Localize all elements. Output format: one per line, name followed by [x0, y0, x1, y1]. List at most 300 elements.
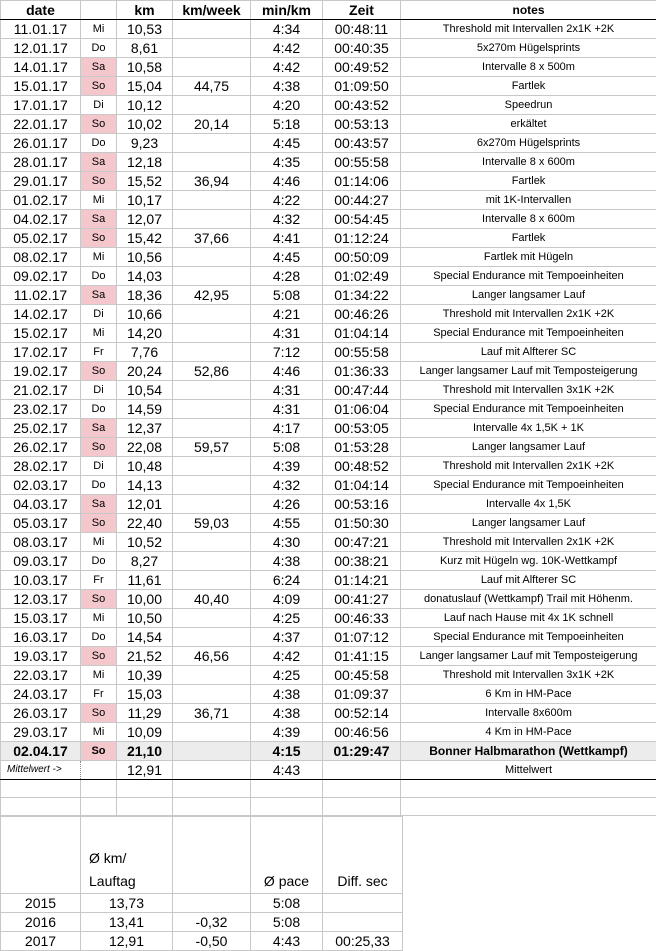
km-cell[interactable]: 15,04	[117, 77, 173, 96]
km-week-cell[interactable]	[173, 533, 251, 552]
weekday-cell[interactable]: Mi	[81, 723, 117, 742]
pace-cell[interactable]: 4:42	[251, 39, 323, 58]
notes-cell[interactable]: Threshold mit Intervallen 2x1K +2K	[401, 533, 656, 552]
km-week-cell[interactable]	[173, 39, 251, 58]
empty-cell[interactable]	[117, 780, 173, 798]
pace-cell[interactable]: 6:24	[251, 571, 323, 590]
pace-cell[interactable]: 4:42	[251, 647, 323, 666]
zeit-cell[interactable]: 00:55:58	[323, 343, 401, 362]
km-cell[interactable]: 9,23	[117, 134, 173, 153]
weekday-cell[interactable]: Sa	[81, 286, 117, 305]
km-cell[interactable]: 10,52	[117, 533, 173, 552]
notes-cell[interactable]: Special Endurance mit Tempoeinheiten	[401, 400, 656, 419]
pace-cell[interactable]: 4:32	[251, 476, 323, 495]
km-week-cell[interactable]	[173, 761, 251, 780]
weekday-cell[interactable]: Mi	[81, 248, 117, 267]
empty-cell[interactable]	[401, 780, 656, 798]
zeit-cell[interactable]: 01:14:21	[323, 571, 401, 590]
notes-cell[interactable]: Intervalle 4x 1,5K + 1K	[401, 419, 656, 438]
weekday-cell[interactable]: So	[81, 742, 117, 761]
km-cell[interactable]: 12,37	[117, 419, 173, 438]
weekday-cell[interactable]: So	[81, 77, 117, 96]
weekday-cell[interactable]: Mi	[81, 324, 117, 343]
km-week-cell[interactable]	[173, 495, 251, 514]
notes-cell[interactable]: Threshold mit Intervallen 3x1K +2K	[401, 381, 656, 400]
km-week-cell[interactable]	[173, 419, 251, 438]
zeit-cell[interactable]: 01:36:33	[323, 362, 401, 381]
pace-cell[interactable]: 4:42	[251, 58, 323, 77]
notes-cell[interactable]: 6 Km in HM-Pace	[401, 685, 656, 704]
km-cell[interactable]: 21,10	[117, 742, 173, 761]
km-week-cell[interactable]	[173, 248, 251, 267]
km-week-cell[interactable]	[173, 58, 251, 77]
zeit-cell[interactable]: 00:41:27	[323, 590, 401, 609]
km-week-cell[interactable]: 36,71	[173, 704, 251, 723]
km-cell[interactable]: 22,08	[117, 438, 173, 457]
weekday-cell[interactable]: Fr	[81, 343, 117, 362]
notes-cell[interactable]: Special Endurance mit Tempoeinheiten	[401, 324, 656, 343]
notes-cell[interactable]: 5x270m Hügelsprints	[401, 39, 656, 58]
weekday-cell[interactable]: Sa	[81, 210, 117, 229]
pace-cell[interactable]: 4:32	[251, 210, 323, 229]
empty-cell[interactable]	[401, 798, 656, 816]
date-cell[interactable]: 09.03.17	[1, 552, 81, 571]
pace-cell[interactable]: 4:38	[251, 685, 323, 704]
km-week-cell[interactable]	[173, 20, 251, 39]
zeit-cell[interactable]: 00:38:21	[323, 552, 401, 571]
pace-cell[interactable]: 4:26	[251, 495, 323, 514]
weekday-cell[interactable]: Mi	[81, 20, 117, 39]
km-cell[interactable]: 10,66	[117, 305, 173, 324]
zeit-cell[interactable]: 00:53:13	[323, 115, 401, 134]
pace-cell[interactable]: 4:17	[251, 419, 323, 438]
date-cell[interactable]: 15.02.17	[1, 324, 81, 343]
zeit-cell[interactable]: 00:46:26	[323, 305, 401, 324]
pace-cell[interactable]: 4:31	[251, 400, 323, 419]
summary-year[interactable]: 2017	[1, 932, 81, 951]
date-cell[interactable]: 22.01.17	[1, 115, 81, 134]
summary-diff-sec[interactable]	[323, 913, 403, 932]
weekday-cell[interactable]: Sa	[81, 495, 117, 514]
date-cell[interactable]: 11.01.17	[1, 20, 81, 39]
date-cell[interactable]: 05.03.17	[1, 514, 81, 533]
km-cell[interactable]: 8,61	[117, 39, 173, 58]
pace-cell[interactable]: 4:55	[251, 514, 323, 533]
empty-cell[interactable]	[1, 798, 81, 816]
zeit-cell[interactable]: 01:09:50	[323, 77, 401, 96]
pace-cell[interactable]: 4:34	[251, 20, 323, 39]
weekday-cell[interactable]: Mi	[81, 533, 117, 552]
km-week-cell[interactable]	[173, 457, 251, 476]
notes-cell[interactable]: Langer langsamer Lauf mit Temposteigerung	[401, 647, 656, 666]
zeit-cell[interactable]: 00:46:33	[323, 609, 401, 628]
km-week-cell[interactable]	[173, 191, 251, 210]
zeit-cell[interactable]: 00:47:21	[323, 533, 401, 552]
date-cell[interactable]: 08.02.17	[1, 248, 81, 267]
notes-cell[interactable]: Lauf nach Hause mit 4x 1K schnell	[401, 609, 656, 628]
weekday-cell[interactable]: So	[81, 172, 117, 191]
zeit-cell[interactable]: 00:55:58	[323, 153, 401, 172]
km-week-cell[interactable]	[173, 685, 251, 704]
date-cell[interactable]: 14.01.17	[1, 58, 81, 77]
date-cell[interactable]: 12.01.17	[1, 39, 81, 58]
notes-cell[interactable]: erkältet	[401, 115, 656, 134]
date-cell[interactable]: 25.02.17	[1, 419, 81, 438]
zeit-cell[interactable]: 00:46:56	[323, 723, 401, 742]
km-week-cell[interactable]: 44,75	[173, 77, 251, 96]
notes-cell[interactable]: Fartlek	[401, 77, 656, 96]
km-week-cell[interactable]	[173, 210, 251, 229]
pace-cell[interactable]: 4:22	[251, 191, 323, 210]
pace-cell[interactable]: 4:41	[251, 229, 323, 248]
average-notes[interactable]: Mittelwert	[401, 761, 656, 780]
pace-cell[interactable]: 4:30	[251, 533, 323, 552]
km-week-cell[interactable]: 42,95	[173, 286, 251, 305]
summary-year[interactable]: 2016	[1, 913, 81, 932]
summary-km-diff[interactable]: -0,32	[173, 913, 251, 932]
km-week-cell[interactable]	[173, 134, 251, 153]
km-week-cell[interactable]	[173, 476, 251, 495]
weekday-cell[interactable]: Mi	[81, 609, 117, 628]
notes-cell[interactable]: Threshold mit Intervallen 3x1K +2K	[401, 666, 656, 685]
notes-cell[interactable]: Lauf mit Alfterer SC	[401, 571, 656, 590]
date-cell[interactable]: 22.03.17	[1, 666, 81, 685]
zeit-cell[interactable]: 00:50:09	[323, 248, 401, 267]
average-label[interactable]: Mittelwert ->	[1, 761, 81, 780]
km-cell[interactable]: 10,39	[117, 666, 173, 685]
date-cell[interactable]: 17.01.17	[1, 96, 81, 115]
notes-cell[interactable]: Threshold mit Intervallen 2x1K +2K	[401, 305, 656, 324]
km-week-cell[interactable]	[173, 400, 251, 419]
km-week-cell[interactable]	[173, 609, 251, 628]
km-week-cell[interactable]	[173, 381, 251, 400]
km-cell[interactable]: 15,42	[117, 229, 173, 248]
notes-cell[interactable]: Intervalle 8 x 500m	[401, 58, 656, 77]
zeit-cell[interactable]: 01:29:47	[323, 742, 401, 761]
pace-cell[interactable]: 4:39	[251, 457, 323, 476]
km-cell[interactable]: 10,02	[117, 115, 173, 134]
date-cell[interactable]: 26.02.17	[1, 438, 81, 457]
km-cell[interactable]: 10,00	[117, 590, 173, 609]
weekday-cell[interactable]: Fr	[81, 685, 117, 704]
header-km-week[interactable]: km/week	[173, 1, 251, 20]
zeit-cell[interactable]: 00:45:58	[323, 666, 401, 685]
km-cell[interactable]: 14,03	[117, 267, 173, 286]
header-km[interactable]: km	[117, 1, 173, 20]
header-date[interactable]: date	[1, 1, 81, 20]
header-pace[interactable]: min/km	[251, 1, 323, 20]
date-cell[interactable]: 04.03.17	[1, 495, 81, 514]
zeit-cell[interactable]: 01:04:14	[323, 476, 401, 495]
km-week-cell[interactable]	[173, 343, 251, 362]
km-week-cell[interactable]	[173, 305, 251, 324]
date-cell[interactable]: 21.02.17	[1, 381, 81, 400]
km-cell[interactable]: 11,61	[117, 571, 173, 590]
date-cell[interactable]: 14.02.17	[1, 305, 81, 324]
km-cell[interactable]: 10,53	[117, 20, 173, 39]
empty-cell[interactable]	[1, 780, 81, 798]
date-cell[interactable]: 10.03.17	[1, 571, 81, 590]
summary-km-day[interactable]: 13,73	[81, 894, 173, 913]
weekday-cell[interactable]: Do	[81, 552, 117, 571]
weekday-cell[interactable]: Sa	[81, 419, 117, 438]
weekday-cell[interactable]: Sa	[81, 153, 117, 172]
date-cell[interactable]: 17.02.17	[1, 343, 81, 362]
summary-pace[interactable]: 5:08	[251, 913, 323, 932]
weekday-cell[interactable]: Do	[81, 628, 117, 647]
pace-cell[interactable]: 4:09	[251, 590, 323, 609]
notes-cell[interactable]: Kurz mit Hügeln wg. 10K-Wettkampf	[401, 552, 656, 571]
date-cell[interactable]: 29.01.17	[1, 172, 81, 191]
summary-km-day[interactable]: 13,41	[81, 913, 173, 932]
pace-cell[interactable]: 4:38	[251, 77, 323, 96]
summary-pace[interactable]: 5:08	[251, 894, 323, 913]
summary-cell[interactable]	[1, 817, 81, 894]
empty-cell[interactable]	[173, 780, 251, 798]
zeit-cell[interactable]: 00:47:44	[323, 381, 401, 400]
pace-cell[interactable]: 4:37	[251, 628, 323, 647]
km-cell[interactable]: 8,27	[117, 552, 173, 571]
date-cell[interactable]: 02.03.17	[1, 476, 81, 495]
weekday-cell[interactable]: Do	[81, 400, 117, 419]
weekday-cell[interactable]: So	[81, 229, 117, 248]
notes-cell[interactable]: Langer langsamer Lauf	[401, 438, 656, 457]
notes-cell[interactable]: Special Endurance mit Tempoeinheiten	[401, 476, 656, 495]
zeit-cell[interactable]: 00:48:52	[323, 457, 401, 476]
empty-cell[interactable]	[173, 798, 251, 816]
km-week-cell[interactable]: 37,66	[173, 229, 251, 248]
weekday-cell[interactable]: Di	[81, 457, 117, 476]
weekday-cell[interactable]: Mi	[81, 191, 117, 210]
km-cell[interactable]: 12,01	[117, 495, 173, 514]
km-cell[interactable]: 14,54	[117, 628, 173, 647]
date-cell[interactable]: 05.02.17	[1, 229, 81, 248]
km-week-cell[interactable]: 59,03	[173, 514, 251, 533]
empty-cell[interactable]	[81, 798, 117, 816]
pace-cell[interactable]: 4:15	[251, 742, 323, 761]
zeit-cell[interactable]: 00:43:52	[323, 96, 401, 115]
weekday-cell[interactable]: Di	[81, 381, 117, 400]
km-cell[interactable]: 10,56	[117, 248, 173, 267]
date-cell[interactable]: 19.02.17	[1, 362, 81, 381]
summary-km-day[interactable]: 12,91	[81, 932, 173, 951]
pace-cell[interactable]: 5:18	[251, 115, 323, 134]
date-cell[interactable]: 23.02.17	[1, 400, 81, 419]
notes-cell[interactable]: Special Endurance mit Tempoeinheiten	[401, 628, 656, 647]
pace-cell[interactable]: 4:20	[251, 96, 323, 115]
weekday-cell[interactable]: Mi	[81, 666, 117, 685]
notes-cell[interactable]: Lauf mit Alfterer SC	[401, 343, 656, 362]
weekday-cell[interactable]: So	[81, 438, 117, 457]
empty-cell[interactable]	[323, 780, 401, 798]
zeit-cell[interactable]: 00:43:57	[323, 134, 401, 153]
summary-header-km-day[interactable]	[81, 817, 173, 894]
weekday-cell[interactable]: So	[81, 647, 117, 666]
zeit-cell[interactable]: 01:04:14	[323, 324, 401, 343]
date-cell[interactable]: 19.03.17	[1, 647, 81, 666]
date-cell[interactable]: 02.04.17	[1, 742, 81, 761]
pace-cell[interactable]: 4:45	[251, 248, 323, 267]
weekday-cell[interactable]: So	[81, 514, 117, 533]
weekday-cell[interactable]	[81, 761, 117, 780]
km-week-cell[interactable]: 59,57	[173, 438, 251, 457]
summary-pace[interactable]: 4:43	[251, 932, 323, 951]
km-week-cell[interactable]	[173, 153, 251, 172]
notes-cell[interactable]: Fartlek	[401, 172, 656, 191]
km-cell[interactable]: 14,59	[117, 400, 173, 419]
km-cell[interactable]: 12,18	[117, 153, 173, 172]
pace-cell[interactable]: 4:35	[251, 153, 323, 172]
notes-cell[interactable]: 6x270m Hügelsprints	[401, 134, 656, 153]
km-week-cell[interactable]	[173, 666, 251, 685]
zeit-cell[interactable]	[323, 761, 401, 780]
date-cell[interactable]: 04.02.17	[1, 210, 81, 229]
zeit-cell[interactable]: 01:07:12	[323, 628, 401, 647]
pace-cell[interactable]: 4:38	[251, 552, 323, 571]
pace-cell[interactable]: 4:45	[251, 134, 323, 153]
km-cell[interactable]: 14,20	[117, 324, 173, 343]
date-cell[interactable]: 26.03.17	[1, 704, 81, 723]
zeit-cell[interactable]: 00:49:52	[323, 58, 401, 77]
pace-cell[interactable]: 4:21	[251, 305, 323, 324]
notes-cell[interactable]: Intervalle 8 x 600m	[401, 210, 656, 229]
notes-cell[interactable]: Fartlek	[401, 229, 656, 248]
notes-cell[interactable]: Threshold mit Intervallen 2x1K +2K	[401, 457, 656, 476]
weekday-cell[interactable]: So	[81, 362, 117, 381]
date-cell[interactable]: 12.03.17	[1, 590, 81, 609]
date-cell[interactable]: 09.02.17	[1, 267, 81, 286]
km-cell[interactable]: 12,07	[117, 210, 173, 229]
pace-cell[interactable]: 4:31	[251, 381, 323, 400]
zeit-cell[interactable]: 01:53:28	[323, 438, 401, 457]
zeit-cell[interactable]: 01:02:49	[323, 267, 401, 286]
weekday-cell[interactable]: Do	[81, 134, 117, 153]
km-cell[interactable]: 10,12	[117, 96, 173, 115]
header-zeit[interactable]: Zeit	[323, 1, 401, 20]
empty-cell[interactable]	[117, 798, 173, 816]
km-week-cell[interactable]	[173, 742, 251, 761]
km-week-cell[interactable]	[173, 324, 251, 343]
date-cell[interactable]: 01.02.17	[1, 191, 81, 210]
date-cell[interactable]: 11.02.17	[1, 286, 81, 305]
zeit-cell[interactable]: 01:06:04	[323, 400, 401, 419]
header-notes[interactable]: notes	[401, 1, 656, 20]
zeit-cell[interactable]: 01:34:22	[323, 286, 401, 305]
notes-cell[interactable]: Intervalle 4x 1,5K	[401, 495, 656, 514]
summary-diff-sec[interactable]: 00:25,33	[323, 932, 403, 951]
notes-cell[interactable]: Intervalle 8 x 600m	[401, 153, 656, 172]
km-cell[interactable]: 10,54	[117, 381, 173, 400]
km-cell[interactable]: 10,17	[117, 191, 173, 210]
zeit-cell[interactable]: 00:53:16	[323, 495, 401, 514]
pace-cell[interactable]: 4:28	[251, 267, 323, 286]
km-cell[interactable]: 15,03	[117, 685, 173, 704]
zeit-cell[interactable]: 01:41:15	[323, 647, 401, 666]
notes-cell[interactable]: Threshold mit Intervallen 2x1K +2K	[401, 20, 656, 39]
km-cell[interactable]: 10,09	[117, 723, 173, 742]
km-cell[interactable]: 10,58	[117, 58, 173, 77]
pace-cell[interactable]: 4:39	[251, 723, 323, 742]
date-cell[interactable]: 26.01.17	[1, 134, 81, 153]
weekday-cell[interactable]: So	[81, 704, 117, 723]
summary-header-diff[interactable]: Diff. sec	[323, 817, 403, 894]
zeit-cell[interactable]: 00:40:35	[323, 39, 401, 58]
zeit-cell[interactable]: 00:53:05	[323, 419, 401, 438]
empty-cell[interactable]	[251, 780, 323, 798]
weekday-cell[interactable]: Fr	[81, 571, 117, 590]
km-cell[interactable]: 10,48	[117, 457, 173, 476]
zeit-cell[interactable]: 01:14:06	[323, 172, 401, 191]
date-cell[interactable]: 24.03.17	[1, 685, 81, 704]
average-pace[interactable]: 4:43	[251, 761, 323, 780]
date-cell[interactable]: 15.01.17	[1, 77, 81, 96]
notes-cell[interactable]: Langer langsamer Lauf	[401, 286, 656, 305]
date-cell[interactable]: 29.03.17	[1, 723, 81, 742]
summary-diff-sec[interactable]	[323, 894, 403, 913]
zeit-cell[interactable]: 00:44:27	[323, 191, 401, 210]
date-cell[interactable]: 16.03.17	[1, 628, 81, 647]
zeit-cell[interactable]: 00:54:45	[323, 210, 401, 229]
summary-header-pace[interactable]: Ø pace	[251, 817, 323, 894]
notes-cell[interactable]: Special Endurance mit Tempoeinheiten	[401, 267, 656, 286]
empty-cell[interactable]	[81, 780, 117, 798]
weekday-cell[interactable]: Do	[81, 267, 117, 286]
header-day[interactable]	[81, 1, 117, 20]
km-cell[interactable]: 14,13	[117, 476, 173, 495]
km-cell[interactable]: 11,29	[117, 704, 173, 723]
pace-cell[interactable]: 5:08	[251, 286, 323, 305]
weekday-cell[interactable]: So	[81, 590, 117, 609]
km-week-cell[interactable]: 46,56	[173, 647, 251, 666]
date-cell[interactable]: 15.03.17	[1, 609, 81, 628]
empty-cell[interactable]	[251, 798, 323, 816]
notes-cell[interactable]: mit 1K-Intervallen	[401, 191, 656, 210]
km-week-cell[interactable]	[173, 267, 251, 286]
km-cell[interactable]: 18,36	[117, 286, 173, 305]
date-cell[interactable]: 28.02.17	[1, 457, 81, 476]
weekday-cell[interactable]: Do	[81, 476, 117, 495]
notes-cell[interactable]: Fartlek mit Hügeln	[401, 248, 656, 267]
notes-cell[interactable]: Bonner Halbmarathon (Wettkampf)	[401, 742, 656, 761]
notes-cell[interactable]: 4 Km in HM-Pace	[401, 723, 656, 742]
summary-cell[interactable]	[173, 817, 251, 894]
km-week-cell[interactable]	[173, 571, 251, 590]
pace-cell[interactable]: 4:31	[251, 324, 323, 343]
pace-cell[interactable]: 4:25	[251, 666, 323, 685]
notes-cell[interactable]: donatuslauf (Wettkampf) Trail mit Höhenm.	[401, 590, 656, 609]
km-cell[interactable]: 15,52	[117, 172, 173, 191]
weekday-cell[interactable]: Di	[81, 96, 117, 115]
km-week-cell[interactable]: 40,40	[173, 590, 251, 609]
notes-cell[interactable]: Langer langsamer Lauf	[401, 514, 656, 533]
pace-cell[interactable]: 4:38	[251, 704, 323, 723]
km-week-cell[interactable]: 36,94	[173, 172, 251, 191]
km-week-cell[interactable]	[173, 552, 251, 571]
km-cell[interactable]: 21,52	[117, 647, 173, 666]
pace-cell[interactable]: 5:08	[251, 438, 323, 457]
summary-year[interactable]: 2015	[1, 894, 81, 913]
empty-cell[interactable]	[323, 798, 401, 816]
weekday-cell[interactable]: So	[81, 115, 117, 134]
pace-cell[interactable]: 4:46	[251, 362, 323, 381]
km-week-cell[interactable]	[173, 96, 251, 115]
date-cell[interactable]: 28.01.17	[1, 153, 81, 172]
zeit-cell[interactable]: 01:09:37	[323, 685, 401, 704]
weekday-cell[interactable]: Di	[81, 305, 117, 324]
notes-cell[interactable]: Speedrun	[401, 96, 656, 115]
weekday-cell[interactable]: Do	[81, 39, 117, 58]
zeit-cell[interactable]: 01:12:24	[323, 229, 401, 248]
